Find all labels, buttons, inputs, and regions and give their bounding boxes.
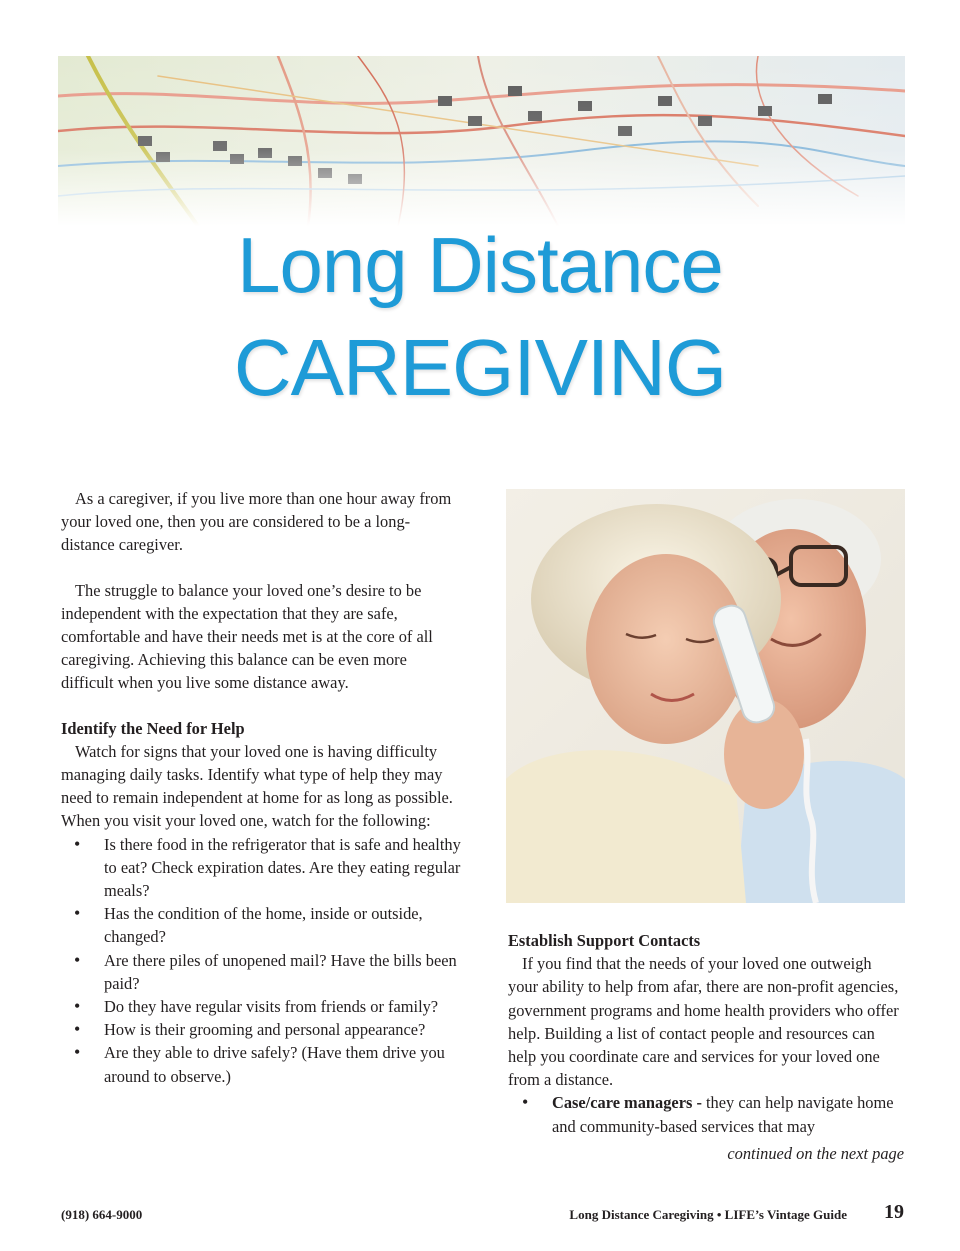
list-item: • Do they have regular visits from friends or family?	[61, 995, 461, 1018]
list-item: • Has the condition of the home, inside or outside, changed?	[61, 902, 461, 948]
right-column	[508, 929, 905, 1138]
identify-heading: Identify the Need for Help	[61, 718, 245, 738]
map-banner-image	[58, 56, 905, 226]
elderly-couple-photo	[506, 489, 905, 903]
support-list	[508, 1091, 905, 1137]
list-item: • Is there food in the refrigerator that is safe and healthy to eat? Check expiration dates. Are they eating regular meals?	[61, 833, 461, 903]
list-item	[508, 1091, 905, 1137]
left-column	[61, 487, 461, 1088]
support-heading: Establish Support Contacts	[508, 931, 701, 950]
intro-paragraph-1: As a caregiver, if you live more than one hour away from your loved one, then you are considered to be a long-distance caregiver.	[61, 489, 452, 555]
page-number: 19	[884, 1201, 904, 1223]
intro-paragraph-2: The struggle to balance your loved one’s desire to be independent with the expectation that they are safe, comfortable and have their needs met is at the core of all caregiving. Achieving this balance can be even more difficult when you live some distance away.	[61, 580, 433, 693]
signs-list	[61, 833, 461, 1088]
list-item: • Are they able to drive safely? (Have them drive you around to observe.)	[61, 1041, 461, 1087]
footer-phone: (918) 664-9000	[61, 1207, 143, 1222]
title-line-2: CAREGIVING	[233, 323, 727, 412]
list-item: • How is their grooming and personal appearance?	[61, 1018, 461, 1041]
title-line-1: Long Distance	[237, 221, 723, 309]
continued-note: continued on the next page	[727, 1144, 904, 1163]
support-body: If you find that the needs of your loved one outweigh your ability to help from afar, there are non-profit agencies, government programs and home health providers who offer help. Building a list of contact people and resources can help you coordinate care and services for your loved one from a distance.	[508, 954, 899, 1090]
page-footer	[61, 1202, 904, 1230]
bullet-bold-label: Case/care managers -	[552, 1093, 702, 1113]
list-item: • Are there piles of unopened mail? Have the bills been paid?	[61, 949, 461, 995]
identify-body: Watch for signs that your loved one is having difficulty managing daily tasks. Identify what type of help they may need to remain independent at home for as long as possible. When you visit your loved one, watch for the following:	[61, 741, 453, 831]
footer-guide-title: Long Distance Caregiving • LIFE’s Vintage Guide	[569, 1207, 847, 1222]
bullet-text: they can help navigate home and community-based services that may	[552, 1093, 894, 1136]
